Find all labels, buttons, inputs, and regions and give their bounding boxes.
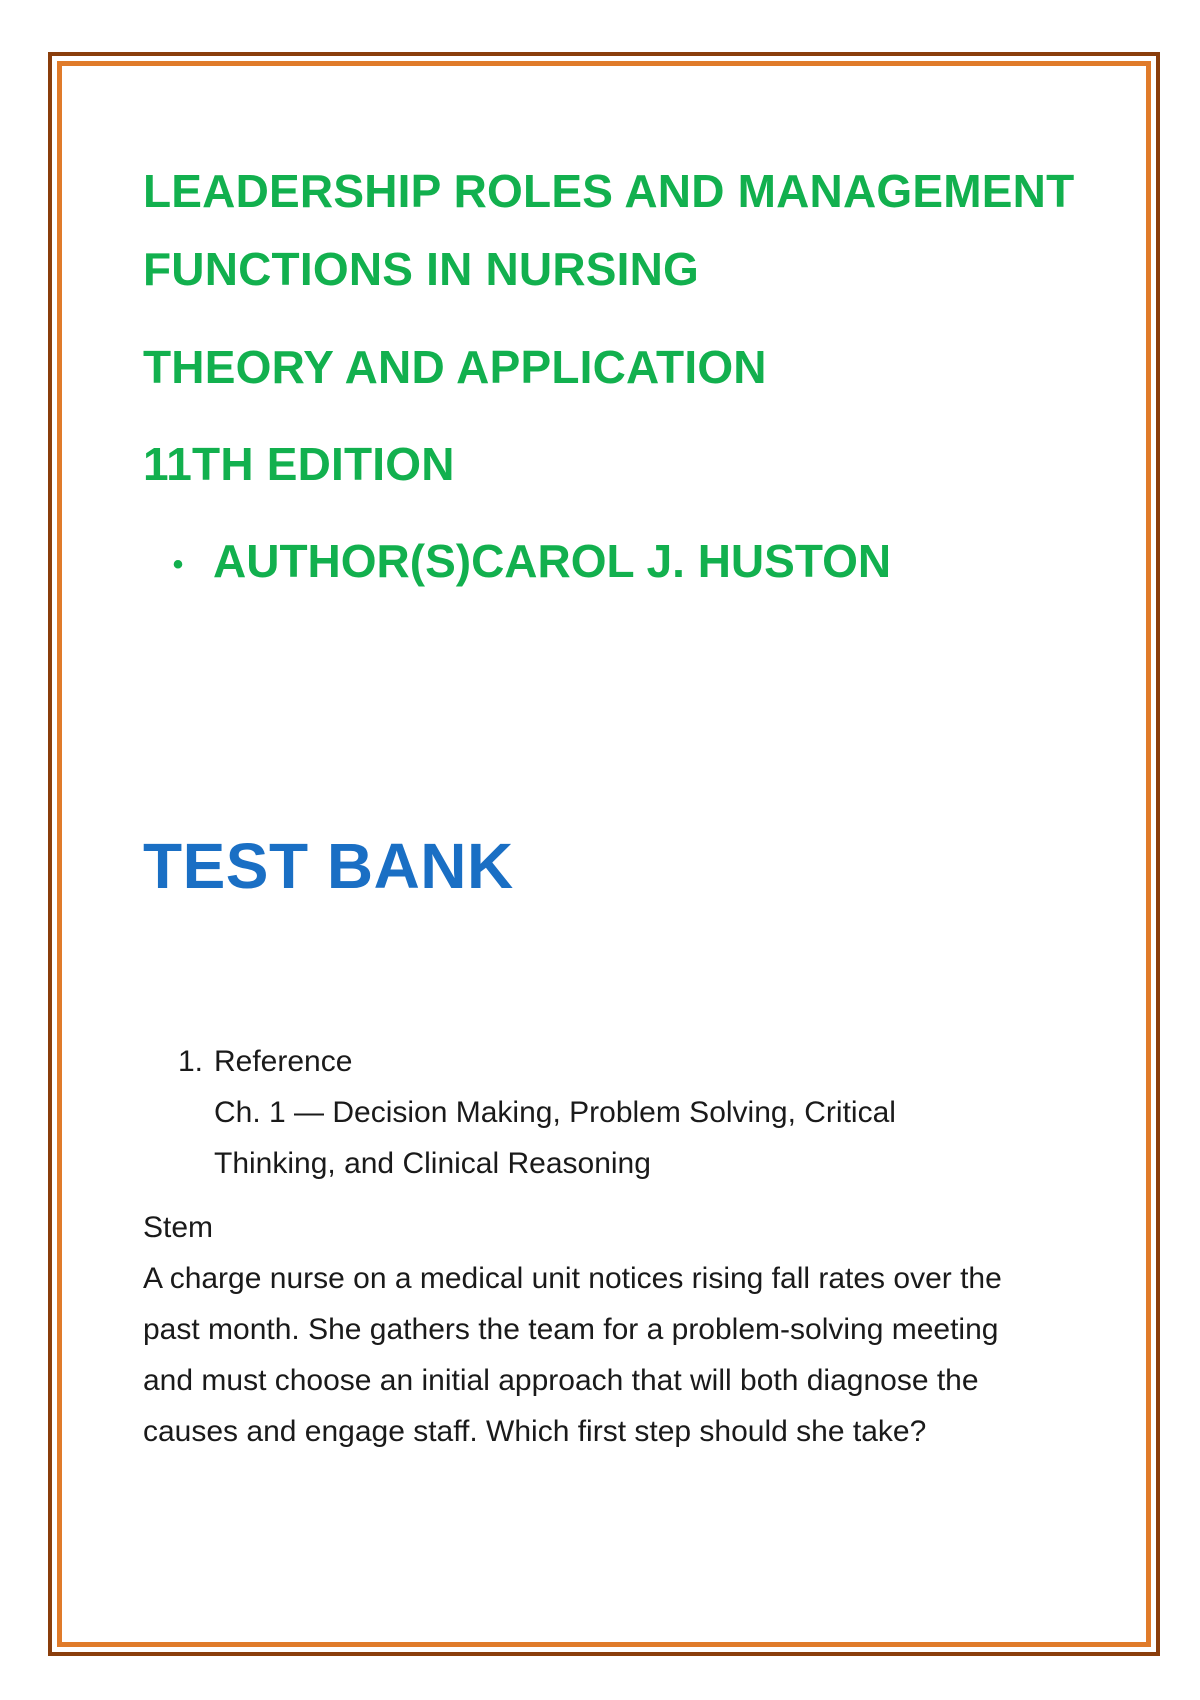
author-line: [143, 533, 891, 593]
edition-line: 11TH EDITION: [143, 438, 455, 490]
title-line-1: LEADERSHIP ROLES AND MANAGEMENT: [143, 165, 1075, 217]
stem-label: Stem: [143, 1211, 214, 1244]
question-reference: [178, 1036, 974, 1189]
subtitle-line: THEORY AND APPLICATION: [143, 341, 767, 393]
reference-detail: Ch. 1 — Decision Making, Problem Solving, Critical Thinking, and Clinical Reasoning: [214, 1096, 896, 1180]
test-bank-heading: TEST BANK: [143, 830, 514, 902]
author-name: AUTHOR(S)CAROL J. HUSTON: [213, 535, 892, 587]
author-bullet: •: [172, 547, 184, 581]
question-number: 1.: [178, 1045, 204, 1078]
stem-text: A charge nurse on a medical unit notices rising fall rates over the past month. She gathers the team for a problem-solving meeting and must choose an initial approach that will both diagnose the causes and engage staff. Which first step should she take?: [143, 1262, 1002, 1448]
title-line-2: FUNCTIONS IN NURSING: [143, 243, 699, 295]
reference-label: Reference: [214, 1045, 353, 1078]
reference-header: [178, 1036, 974, 1087]
